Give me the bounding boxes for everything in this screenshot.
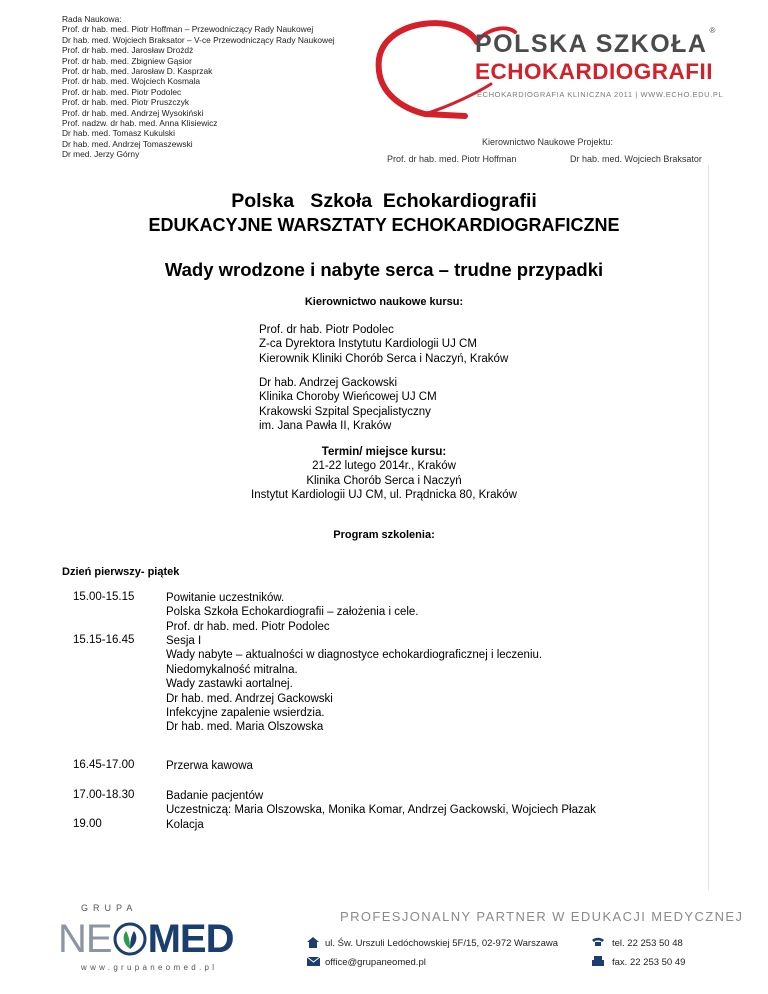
person-line: Kierownik Kliniki Chorób Serca i Naczyń, Kraków <box>259 352 509 365</box>
board-line: Prof. dr hab. med. Piotr Pruszczyk <box>62 97 190 108</box>
logo-text-left: NE <box>58 916 112 961</box>
email-link[interactable]: office@grupaneomed.pl <box>325 957 426 968</box>
envelope-icon <box>307 957 320 966</box>
session-line: Przerwa kawowa <box>166 760 253 772</box>
fax-icon <box>591 956 605 966</box>
session-line: Niedomykalność mitralna. <box>166 663 298 676</box>
session-line: Infekcyjne zapalenie wsierdzia. <box>166 707 325 720</box>
session-line: Dr hab. med. Andrzej Gackowski <box>166 692 333 705</box>
session-description <box>166 789 596 818</box>
venue-line: Klinika Chorób Serca i Naczyń <box>306 474 462 487</box>
person-line: Prof. dr hab. Piotr Podolec <box>259 324 394 336</box>
telephone: tel. 22 253 50 48 <box>612 938 683 949</box>
session-line: Uczestniczą: Maria Olszowska, Monika Komar, Andrzej Gackowski, Wojciech Płazak <box>166 804 596 817</box>
session-line: Kolacja <box>166 819 204 831</box>
session-description <box>166 759 253 773</box>
scientific-board-list <box>62 14 335 160</box>
project-lead-name: Prof. dr hab. med. Piotr Hoffman <box>387 154 517 164</box>
person-line: Klinika Choroby Wieńcowej UJ CM <box>259 391 437 404</box>
session-line: Polska Szkoła Echokardiografii – założenia i cele. <box>166 606 419 619</box>
neomed-logo <box>58 918 233 960</box>
session-line: Wady zastawki aortalnej. <box>166 678 293 691</box>
session-time: 19.00 <box>73 818 102 830</box>
session-time: 17.00-18.30 <box>73 789 135 801</box>
board-line: Rada Naukowa: <box>62 14 122 24</box>
logo-tagline: ECHOKARDIOGRAFIA KLINICZNA 2011 | WWW.ECHO.EDU.PL <box>477 90 724 99</box>
session-line: Prof. dr hab. med. Piotr Podolec <box>166 620 330 633</box>
board-line: Prof. dr hab. med. Jarosław Drożdż <box>62 45 194 56</box>
venue-line: Instytut Kardiologii UJ CM, ul. Prądnicka 80, Kraków <box>251 489 517 502</box>
session-time: 15.00-15.15 <box>73 591 135 603</box>
session-line: Sesja I <box>166 635 202 647</box>
board-line: Prof. dr hab. med. Andrzej Wysokiński <box>62 107 204 118</box>
board-line: Dr med. Jerzy Górny <box>62 149 140 160</box>
board-line: Prof. dr hab. med. Jarosław D. Kasprzak <box>62 66 213 77</box>
session-line: Powitanie uczestników. <box>166 592 285 604</box>
day-heading: Dzień pierwszy- piątek <box>62 566 180 578</box>
session-time: 16.45-17.00 <box>73 759 135 771</box>
course-title: Wady wrodzone i nabyte serca – trudne przypadki <box>164 259 604 280</box>
venue-heading: Termin/ miejsce kursu: <box>321 446 447 458</box>
logo-title-line1: POLSKA SZKOŁA ® <box>475 25 717 58</box>
board-line: Prof. dr hab. med. Piotr Podolec <box>62 86 182 97</box>
address: ul. Św. Urszuli Ledóchowskiej 5F/15, 02-972 Warszawa <box>325 938 559 949</box>
neomed-leaf-icon <box>113 922 147 956</box>
logo-title-line2: ECHOKARDIOGRAFII <box>475 59 713 84</box>
program-heading: Program szkolenia: <box>333 529 435 541</box>
neomed-grupa-label: GRUPA <box>81 903 138 913</box>
session-line: Dr hab. med. Maria Olszowska <box>166 721 324 734</box>
board-line: Prof. dr hab. med. Piotr Hoffman – Przewodniczący Rady Naukowej <box>62 24 314 35</box>
fax-number: fax. 22 253 50 49 <box>612 957 686 968</box>
course-lead-heading: Kierownictwo naukowe kursu: <box>304 296 464 308</box>
session-description <box>166 634 542 735</box>
person-line: Z-ca Dyrektora Instytutu Kardiologii UJ CM <box>259 338 477 351</box>
project-lead-heading: Kierownictwo Naukowe Projektu: <box>482 137 614 147</box>
venue-line: 21-22 lutego 2014r., Kraków <box>312 460 456 473</box>
session-description <box>166 818 204 832</box>
page-subtitle: EDUKACYJNE WARSZTATY ECHOKARDIOGRAFICZNE <box>148 215 620 235</box>
session-line: Wady nabyte – aktualności w diagnostyce echokardiograficznej i leczeniu. <box>166 649 543 662</box>
board-line: Prof. dr hab. med. Zbigniew Gąsior <box>62 55 192 66</box>
venue-block <box>0 445 768 503</box>
person-line: Krakowski Szpital Specjalistyczny <box>259 405 431 418</box>
board-line: Dr hab. med. Wojciech Braksator – V-ce Przewodniczący Rady Naukowej <box>62 34 335 45</box>
person-line: im. Jana Pawła II, Kraków <box>259 420 392 433</box>
session-time: 15.15-16.45 <box>73 634 135 646</box>
phone-icon <box>591 937 605 947</box>
website-link[interactable]: www.grupaneomed.pl <box>81 963 218 972</box>
home-icon <box>307 937 319 948</box>
logo-text-right: MED <box>147 916 234 961</box>
slogan: PROFESJONALNY PARTNER W EDUKACJI MEDYCZNEJ <box>340 909 744 924</box>
board-line: Prof. dr hab. med. Wojciech Kosmala <box>62 76 201 87</box>
person-line: Dr hab. Andrzej Gackowski <box>259 377 398 389</box>
page-title: Polska Szkoła Echokardiografii <box>231 190 537 212</box>
session-line: Badanie pacjentów <box>166 790 264 802</box>
session-description <box>166 591 419 634</box>
course-lead-person <box>259 376 437 434</box>
board-line: Prof. nadzw. dr hab. med. Anna Klisiewicz <box>62 118 218 129</box>
board-line: Dr hab. med. Tomasz Kukulski <box>62 128 175 139</box>
board-line: Dr hab. med. Andrzej Tomaszewski <box>62 138 193 149</box>
project-lead-name: Dr hab. med. Wojciech Braksator <box>570 154 702 164</box>
course-lead-person <box>259 323 508 366</box>
